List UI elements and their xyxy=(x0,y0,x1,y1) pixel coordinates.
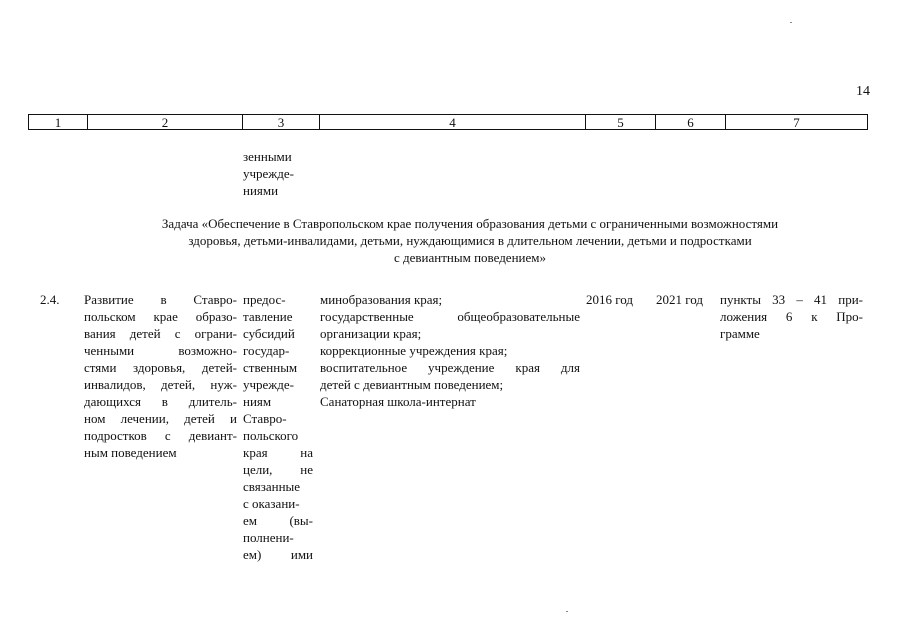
activity-name-line: дающихся в длитель- xyxy=(84,394,237,409)
column-header-5: 5 xyxy=(586,115,656,130)
implementation-method xyxy=(243,291,313,563)
reference-line: пункты 33 – 41 при- xyxy=(720,292,863,307)
method-line: ем (вы- xyxy=(243,513,313,528)
method-line: ем) ими xyxy=(243,547,313,562)
method-line: государ- xyxy=(243,343,290,358)
executor-line: организации края; xyxy=(320,326,422,341)
task-heading-line: здоровья, детьми-инвалидами, детьми, нуждающимися в длительном лечении, детьми и подростками xyxy=(188,233,752,248)
activity-name-line: подростков с девиант- xyxy=(84,428,237,443)
column-header-1: 1 xyxy=(29,115,88,130)
activity-name-line: ном лечении, детей и xyxy=(84,411,237,426)
method-line: края на xyxy=(243,445,313,460)
method-line: связанные xyxy=(243,479,301,494)
column-header-2: 2 xyxy=(88,115,243,130)
method-line: учрежде- xyxy=(243,377,295,392)
activity-name-line: стями здоровья, детей- xyxy=(84,360,237,375)
executor-line: детей с девиантным поведением; xyxy=(320,377,504,392)
method-line: полнени- xyxy=(243,530,294,545)
continued-cell-text xyxy=(243,148,294,199)
method-line: цели, не xyxy=(243,462,313,477)
column-header-table xyxy=(28,114,868,130)
page-number: 14 xyxy=(856,84,870,99)
program-reference xyxy=(720,291,863,342)
executor-line: коррекционные учреждения края; xyxy=(320,343,508,358)
reference-line: грамме xyxy=(720,326,760,341)
column-header-6: 6 xyxy=(656,115,726,130)
method-line: польского xyxy=(243,428,299,443)
task-heading-line: Задача «Обеспечение в Ставропольском крае получения образования детьми с ограниченными возможностями xyxy=(161,216,779,231)
activity-name-line: вания детей с ограни- xyxy=(84,326,237,341)
activity-name-line: Развитие в Ставро- xyxy=(84,292,237,307)
method-line: субсидий xyxy=(243,326,295,341)
method-line: ниям xyxy=(243,394,272,409)
activity-name xyxy=(84,291,237,461)
scan-speck xyxy=(566,611,568,612)
method-line: с оказани- xyxy=(243,496,300,511)
column-header-row xyxy=(29,115,868,130)
scan-speck xyxy=(790,22,792,23)
executor-line: минобразования края; xyxy=(320,292,443,307)
activity-name-line: инвалидов, детей, нуж- xyxy=(84,377,237,392)
end-year: 2021 год xyxy=(656,292,703,307)
executor-line: государственные общеобразовательные xyxy=(320,309,580,324)
executor-line: Санаторная школа-интернат xyxy=(320,394,476,409)
activity-name-line: польском крае образо- xyxy=(84,309,237,324)
activity-name-line: ным поведением xyxy=(84,445,177,460)
method-line: тавление xyxy=(243,309,293,324)
column-header-7: 7 xyxy=(726,115,868,130)
task-heading-line: с девиантным поведением» xyxy=(394,250,546,265)
reference-line: ложения 6 к Про- xyxy=(720,309,863,324)
column-header-4: 4 xyxy=(320,115,586,130)
executor-line: воспитательное учреждение края для xyxy=(320,360,580,375)
row-number: 2.4. xyxy=(40,292,60,307)
method-line: предос- xyxy=(243,292,286,307)
continued-line: ниями xyxy=(243,183,279,198)
method-line: Ставро- xyxy=(243,411,287,426)
responsible-executors xyxy=(320,291,580,410)
start-year: 2016 год xyxy=(586,292,633,307)
continued-line: зенными xyxy=(243,149,292,164)
task-heading xyxy=(60,215,880,266)
method-line: ственным xyxy=(243,360,298,375)
activity-name-line: ченными возможно- xyxy=(84,343,237,358)
continued-line: учрежде- xyxy=(243,166,295,181)
column-header-3: 3 xyxy=(243,115,320,130)
